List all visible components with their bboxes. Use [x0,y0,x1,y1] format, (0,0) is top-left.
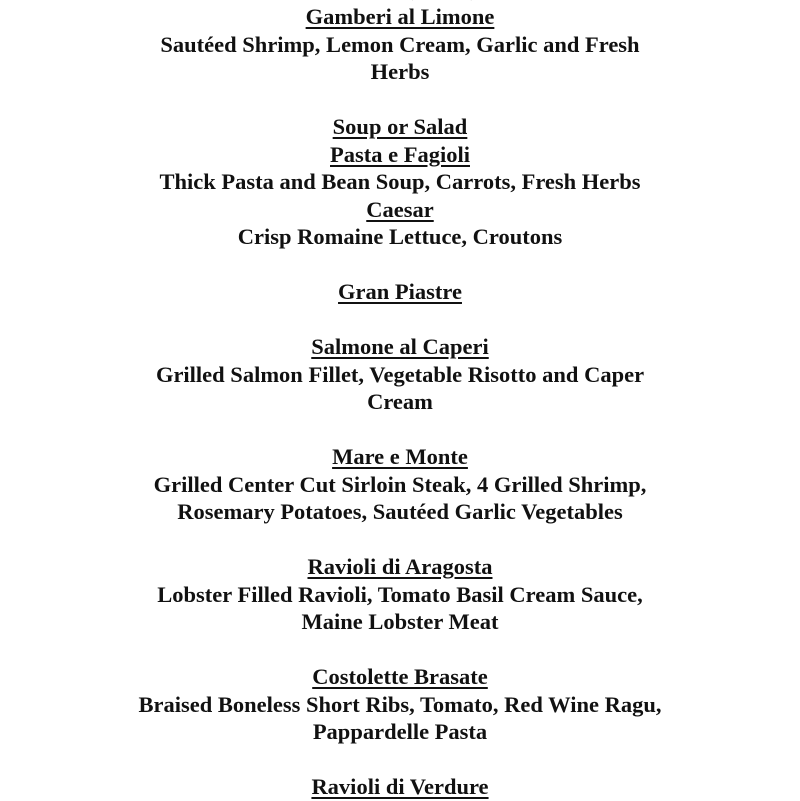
item-name-wrapper [0,663,800,691]
item-description: Thick Pasta and Bean Soup, Carrots, Fresh Herbs [159,169,641,194]
section-heading-soup-or-salad: Soup or Salad [332,114,468,139]
item-description: Braised Boneless Short Ribs, Tomato, Red Wine Ragu, [138,691,662,717]
item-name-ravioli-verdure: Ravioli di Verdure [311,774,489,799]
item-description: Grilled Salmon Fillet, Vegetable Risotto and Caper [155,361,645,387]
item-description: Grilled Center Cut Sirloin Steak, 4 Grilled Shrimp, [153,471,647,497]
item-description: Sautéed Shrimp, Lemon Cream, Garlic and Fresh [160,31,640,57]
item-description: Pappardelle Pasta [312,719,488,744]
item-name-ravioli-aragosta: Ravioli di Aragosta [307,554,493,579]
item-name-caesar: Caesar [366,196,434,222]
spacer [0,636,800,664]
item-name-wrapper [0,443,800,471]
item-name-wrapper [0,141,800,169]
item-description: Herbs [370,59,430,84]
item-name-mare-e-monte: Mare e Monte [332,444,468,469]
item-name-wrapper [0,553,800,581]
item-description: Lobster Filled Ravioli, Tomato Basil Cream Sauce, [157,581,643,607]
section-heading-gran-piastre: Gran Piastre [338,279,462,304]
item-description: Crisp Romaine Lettuce, Croutons [237,224,563,249]
spacer [0,526,800,554]
spacer [0,746,800,774]
item-name-salmone: Salmone al Caperi [311,334,489,359]
item-name-gamberi: Gamberi al Limone [305,4,495,29]
item-name-costolette: Costolette Brasate [312,664,488,689]
spacer [0,86,800,114]
item-description: Rosemary Potatoes, Sautéed Garlic Vegetables [177,499,623,524]
spacer [0,416,800,444]
item-name-pasta-e-fagioli: Pasta e Fagioli [330,141,470,167]
item-name-wrapper [0,196,800,224]
section-heading-wrapper [0,278,800,306]
section-heading-wrapper [0,113,800,141]
item-name-wrapper [0,333,800,361]
item-description: Maine Lobster Meat [301,609,499,634]
spacer [0,251,800,279]
item-name-wrapper [0,773,800,801]
item-description: Cream [367,389,433,414]
spacer [0,306,800,334]
item-name-wrapper [0,3,800,31]
